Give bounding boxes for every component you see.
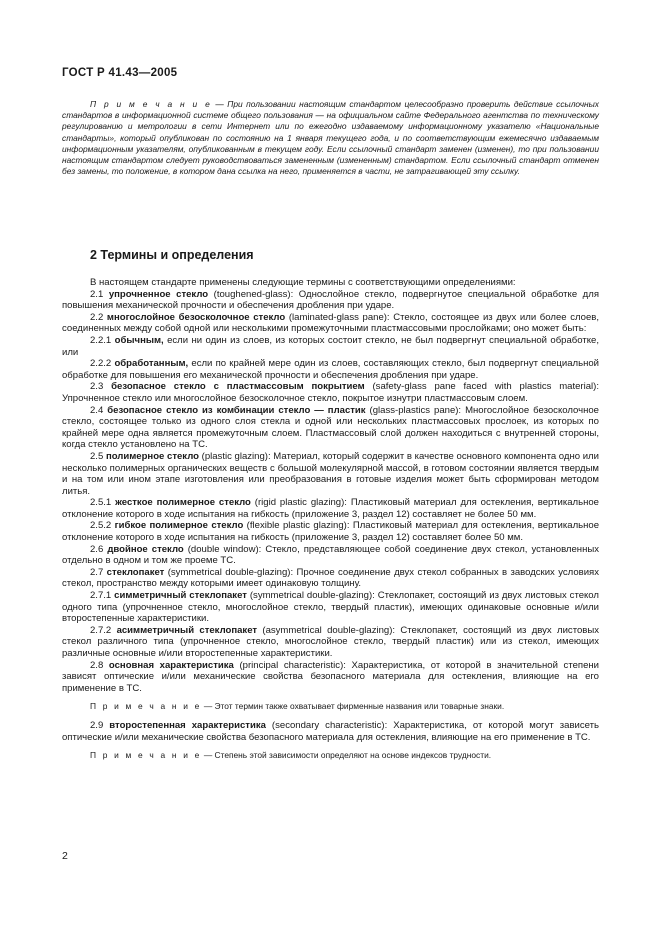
term: безопасное стекло из комбинации стекло — пластик: [107, 404, 366, 416]
intro-paragraph: В настоящем стандарте применены следующие термины с соответствующими определениями:: [90, 277, 516, 288]
term: стеклопакет: [106, 566, 165, 578]
definition-text: (rigid plastic glazing): Пластиковый материал для остекления, вертикальное отклонение которого в ходе испытания на гибкость (приложение 3, раздел 12) составляет не более 50 мм.: [62, 497, 599, 520]
term: упрочненное стекло: [108, 288, 209, 300]
definition-2-4: [62, 405, 599, 451]
note-text: — При пользовании настоящим стандартом целесообразно проверить действие ссылочных стандартов в информационной системе общего пользования — на официальном сайте Федерального агентства по техническому регулированию и метрологии в сети Интернет или по ежегодно издаваемому информационному указателю «Национальные стандарты», который опубликован по состоянию на 1 января текущего года, и по соответствующим ежемесячно издаваемым информационным указателям, опубликованным в текущем году. Если ссылочный стандарт заменен (изменен), то при пользовании настоящим стандартом следует руководствоваться замененным (измененным) стандартом. Если ссылочный стандарт отменен без замены, то положение, в котором дана ссылка на него, применяется в части, не затрагивающей эту ссылку.: [62, 99, 599, 177]
term: жесткое полимерное стекло: [115, 497, 251, 509]
definition-text: (double window): Стекло, представляющее собой соединение двух стекол, установленных отдельно в одном и том же проеме ТС.: [62, 543, 599, 567]
clause-number: 2.2: [90, 311, 107, 323]
clause-number: 2.9: [90, 719, 110, 731]
definition-2-8: [62, 660, 599, 695]
note-text: — Этот термин также охватывает фирменные названия или товарные знаки.: [201, 701, 505, 712]
term: полимерное стекло: [105, 450, 199, 462]
term: многослойное безосколочное стекло: [106, 311, 286, 323]
definition-2-5: [62, 451, 599, 497]
clause-number: 2.6: [90, 543, 108, 555]
definition-2-7-2: [62, 625, 599, 660]
clause-number: 2.3: [90, 381, 112, 393]
clause-number: 2.5.1: [90, 497, 116, 509]
definition-text: (safety-glass pane faced with plastics material): Упрочненное стекло или многослойное безосколочное стекло, покрытое изнутри пластмассовым слоем.: [62, 381, 599, 404]
definition-text: (flexible plastic glazing): Пластиковый материал для остекления, вертикальное отклонение которого в ходе испытания на гибкость (приложение 3, раздел 12) составляет более 50 мм.: [62, 520, 600, 544]
term: асимметричный стеклопакет: [116, 624, 258, 636]
definition-2-3: [62, 381, 599, 404]
note-label: П р и м е ч а н и е: [90, 99, 212, 109]
definition-text: (laminated-glass pane): Стекло, состоящее из двух или более слоев, соединенных между собой одной или несколькими промежуточными пластмассовыми прослойками; оно может быть:: [62, 311, 600, 335]
term: основная характеристика: [108, 659, 234, 671]
term: двойное стекло: [107, 543, 184, 555]
clause-number: 2.5: [90, 450, 106, 462]
definition-2-2-2: [62, 358, 599, 381]
definition-text: (glass-plastics pane): Многослойное безосколочное стекло, состоящее только из одного слоя стекла и одной или нескольких пластмассовых прослоек, из которых по крайней мере одна является промежуточным слоем. Пластмассовый слой должен находиться с внутренней стороны, когда стекло установлено на ТС.: [62, 404, 599, 451]
clause-number: 2.8: [90, 659, 109, 671]
intro-note: [62, 99, 599, 177]
definition-text: (secondary characteristic): Характеристика, от которой могут зависеть оптические и/или механические свойства безопасного материала для остекления, влияющие на его применение в ТС.: [62, 719, 599, 743]
term: обычным,: [114, 334, 164, 346]
note-2-9: [62, 750, 599, 762]
note-label: П р и м е ч а н и е: [90, 750, 202, 761]
definition-text: (plastic glazing): Материал, который содержит в качестве основного компонента одно или несколько полимерных органических веществ с большой молекулярной массой, в готовом состоянии является твердым и на том или ином этапе изготовления или преобразования в готовые изделия может быть сформирован методом литья.: [62, 450, 599, 497]
definition-2-7-1: [62, 590, 599, 625]
definition-2-1: [62, 289, 599, 312]
definition-2-7: [62, 567, 599, 590]
definition-text: (toughened-glass): Однослойное стекло, подвергнутое специальной обработке для повышения механической прочности и обеспечения дробления при ударе.: [62, 288, 599, 312]
body: [62, 277, 599, 769]
clause-number: 2.7.2: [90, 624, 117, 636]
note-text: — Степень этой зависимости определяют на основе индексов трудности.: [201, 750, 492, 761]
section-title: 2 Термины и определения: [90, 248, 254, 262]
definition-text: (symmetrical double-glazing): Прочное соединение двух стекол собранных в заводских условиях стекол, пространство между которыми имеет одинаковую толщину.: [62, 566, 599, 590]
clause-number: 2.2.1: [90, 334, 115, 346]
clause-number: 2.4: [90, 404, 108, 416]
page-number: 2: [62, 850, 68, 862]
term: симметричный стеклопакет: [114, 590, 247, 602]
term: гибкое полимерное стекло: [114, 520, 244, 532]
standard-header: ГОСТ Р 41.43—2005: [62, 67, 178, 79]
definition-2-9: [62, 720, 599, 743]
definition-text: (asymmetrical double-glazing): Стеклопакет, состоящий из двух листовых стекол различного типа (упрочненное стекло, многослойное стекло, твердый пластик) или из стекол, имеющих различные основные и/или второстепенные характеристики.: [62, 624, 599, 659]
term: безопасное стекло с пластмассовым покрытием: [111, 381, 365, 393]
definition-2-5-1: [62, 497, 599, 520]
clause-number: 2.2.2: [90, 358, 115, 370]
definition-2-6: [62, 544, 599, 567]
definition-text: (principal characteristic): Характеристика, от которой в значительной степени зависят оптические и/или механические свойства безопасного материала для остекления, влияющие на его применение в ТС.: [62, 659, 599, 694]
definition-text: (symmetrical double-glazing): Стеклопакет, состоящий из двух листовых стекол одного типа (упрочненное стекло, многослойное стекло, твердый пластик), имеющих одинаковые основные и/или второстепенные характеристики.: [62, 590, 599, 625]
clause-number: 2.7: [90, 566, 107, 578]
note-2-8: [62, 701, 599, 713]
definition-text: если ни один из слоев, из которых состоит стекло, не был подвергнут специальной обработке, или: [62, 334, 599, 358]
note-label: П р и м е ч а н и е: [90, 701, 202, 712]
clause-number: 2.1: [90, 288, 109, 300]
clause-number: 2.7.1: [90, 590, 115, 602]
definition-2-2: [62, 312, 599, 335]
clause-number: 2.5.2: [90, 520, 115, 532]
definition-2-2-1: [62, 335, 599, 358]
definition-text: если по крайней мере один из слоев, составляющих стекло, был подвергнут специальной обработке для повышения его механической прочности и обеспечения дробления при ударе.: [62, 358, 600, 381]
definition-2-5-2: [62, 520, 599, 543]
term: второстепенная характеристика: [109, 719, 266, 731]
term: обработанным,: [114, 358, 189, 370]
